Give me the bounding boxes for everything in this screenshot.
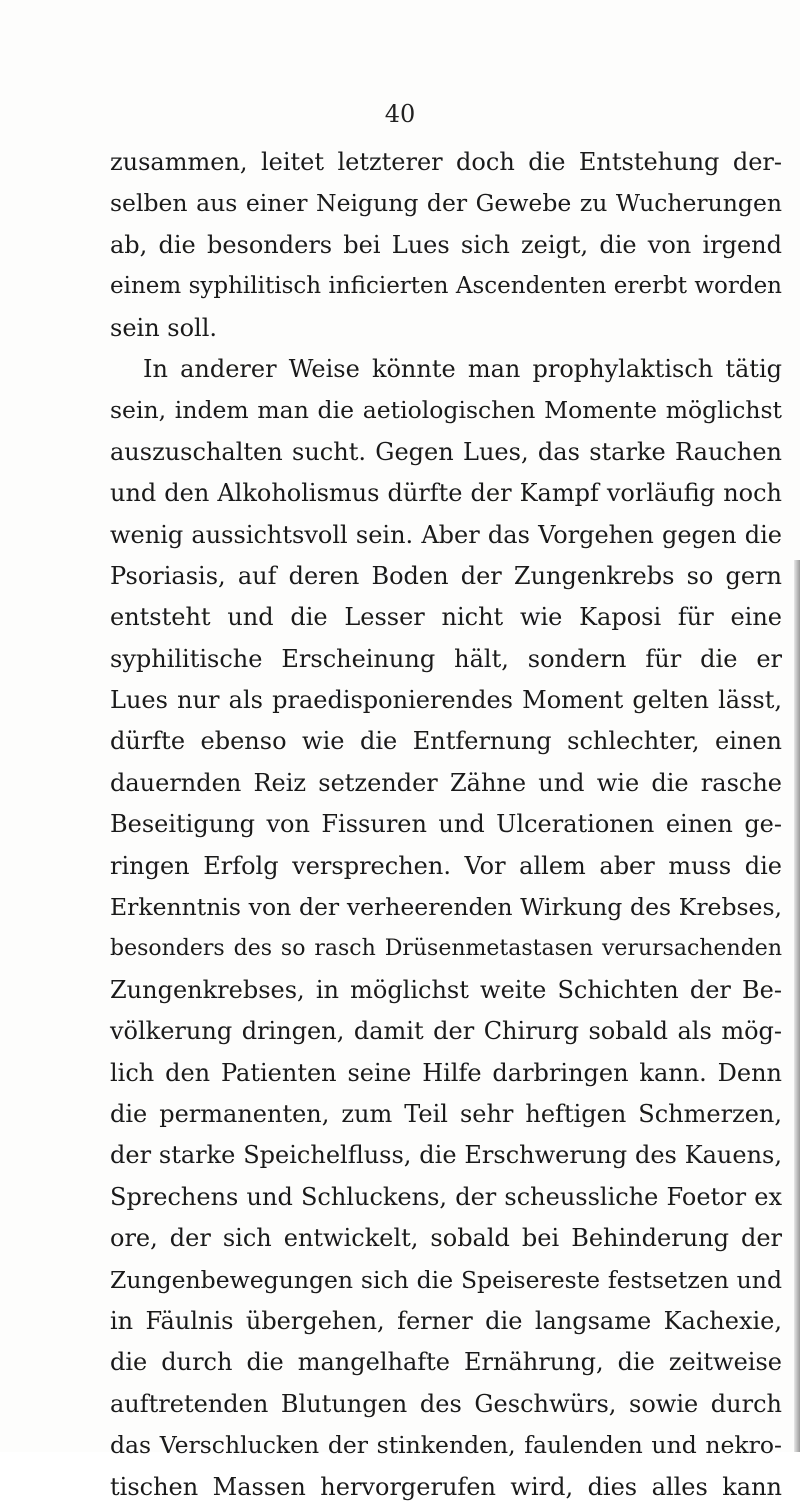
text-line: Zungenkrebses, in möglichst weite Schichten der Be- bbox=[110, 975, 782, 1004]
text-line: Beseitigung von Fissuren und Ulcerationen einen ge- bbox=[110, 810, 782, 839]
text-line: Erkenntnis von der verheerenden Wirkung des Krebses, bbox=[110, 893, 782, 922]
text-line: das Verschlucken der stinkenden, faulenden und nekro- bbox=[110, 1431, 782, 1460]
text-line: zusammen, leitet letzterer doch die Entstehung der- bbox=[110, 148, 782, 176]
paragraph-start-line: In anderer Weise könnte man prophylaktisch tätig bbox=[143, 354, 782, 383]
text-line: Psoriasis, auf deren Boden der Zungenkrebs so gern bbox=[110, 561, 782, 590]
text-line: auszuschalten sucht. Gegen Lues, das starke Rauchen bbox=[110, 437, 782, 466]
text-line: besonders des so rasch Drüsenmetastasen verursachenden bbox=[110, 936, 782, 962]
text-line: in Fäulnis übergehen, ferner die langsame Kachexie, bbox=[110, 1306, 782, 1335]
page-edge-shadow bbox=[794, 560, 800, 1452]
text-line: lich den Patienten seine Hilfe darbringen kann. Denn bbox=[110, 1058, 782, 1087]
text-line: Lues nur als praedisponierendes Moment gelten lässt, bbox=[110, 686, 782, 715]
text-line: ore, der sich entwickelt, sobald bei Behinderung der bbox=[110, 1224, 782, 1253]
body-text bbox=[110, 142, 782, 1508]
text-line: dürfte ebenso wie die Entfernung schlechter, einen bbox=[110, 727, 782, 756]
text-line: Zungenbewegungen sich die Speisereste festsetzen und bbox=[110, 1265, 782, 1294]
text-line: tischen Massen hervorgerufen wird, dies alles kann bbox=[110, 1472, 782, 1501]
text-line: der starke Speichelfluss, die Erschwerung des Kauens, bbox=[110, 1141, 782, 1170]
text-line: auftretenden Blutungen des Geschwürs, sowie durch bbox=[110, 1389, 782, 1418]
text-line: sein, indem man die aetiologischen Momente möglichst bbox=[110, 396, 782, 425]
text-line: Sprechens und Schluckens, der scheussliche Foetor ex bbox=[110, 1182, 782, 1211]
text-line: selben aus einer Neigung der Gewebe zu Wucherungen bbox=[110, 189, 782, 218]
text-line: syphilitische Erscheinung hält, sondern für die er bbox=[110, 644, 782, 673]
text-line: die permanenten, zum Teil sehr heftigen Schmerzen, bbox=[110, 1099, 782, 1128]
text-line: wenig aussichtsvoll sein. Aber das Vorgehen gegen die bbox=[110, 520, 782, 549]
text-line: die durch die mangelhafte Ernährung, die zeitweise bbox=[110, 1348, 782, 1377]
text-line: und den Alkoholismus dürfte der Kampf vorläufig noch bbox=[110, 479, 782, 508]
text-line: sein soll. bbox=[110, 313, 218, 342]
page-number: 40 bbox=[384, 100, 416, 128]
text-line: völkerung dringen, damit der Chirurg sobald als mög- bbox=[110, 1017, 782, 1046]
text-line: entsteht und die Lesser nicht wie Kaposi für eine bbox=[110, 603, 782, 632]
text-line: dauernden Reiz setzender Zähne und wie die rasche bbox=[110, 768, 782, 797]
text-line: ab, die besonders bei Lues sich zeigt, die von irgend bbox=[110, 230, 782, 259]
text-line: einem syphilitisch inficierten Ascendenten ererbt worden bbox=[110, 273, 782, 300]
text-line: ringen Erfolg versprechen. Vor allem aber muss die bbox=[110, 851, 782, 880]
